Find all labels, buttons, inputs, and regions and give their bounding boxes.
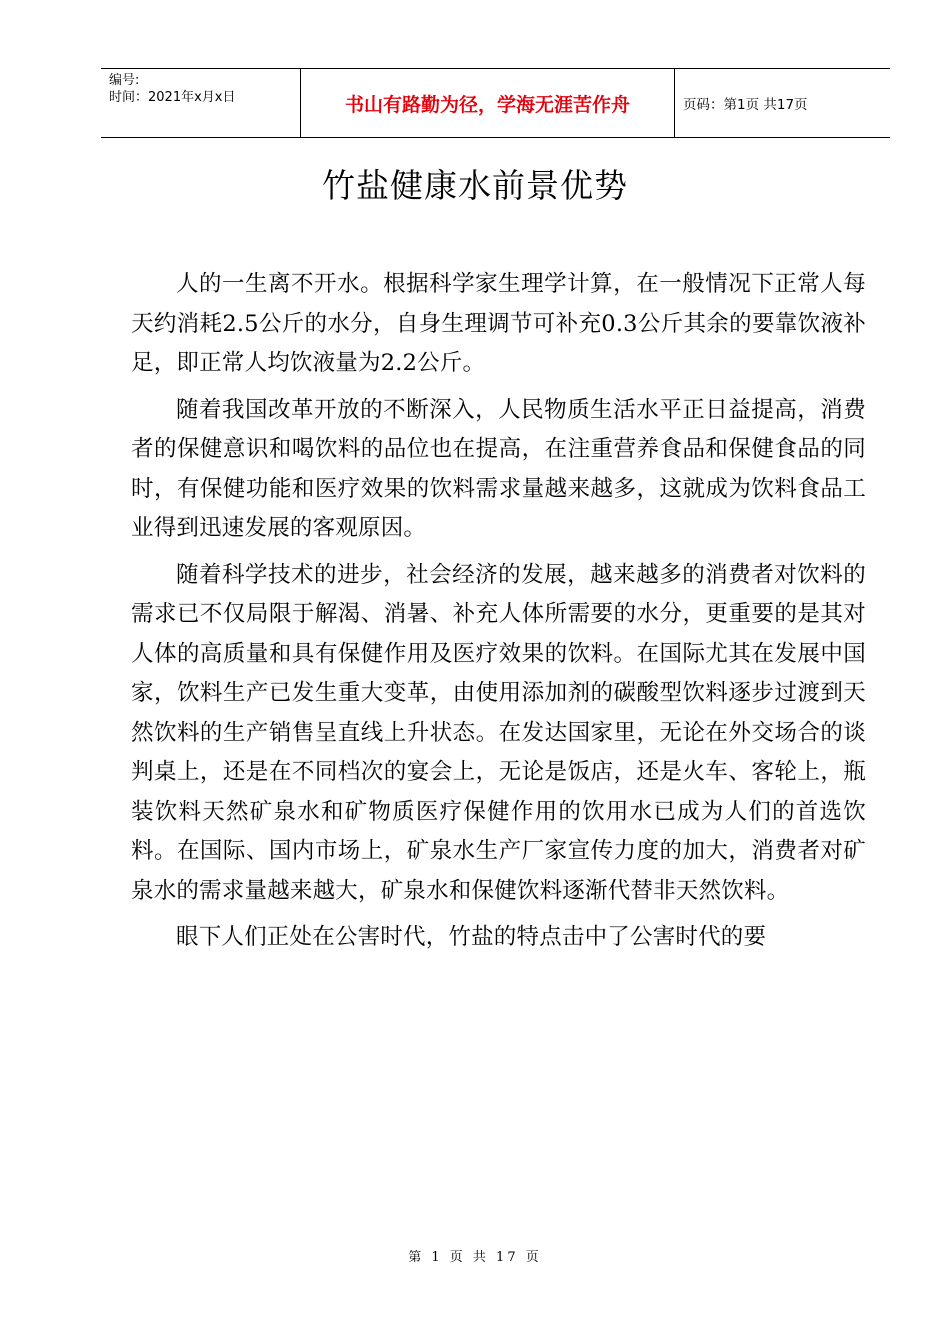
paragraph: 随着我国改革开放的不断深入，人民物质生活水平正日益提高，消费者的保健意识和喝饮料的品位也在提高，在注重营养食品和保健食品的同时，有保健功能和医疗效果的饮料需求量越来越多，这就成为饮料食品工业得到迅速发展的客观原因。 [131,396,866,541]
page-footer: 第 1 页 共 17 页 [408,1250,542,1265]
doc-time-label: 时间：2021年x月x日 [109,90,236,105]
doc-number-label: 编号: [109,73,140,88]
paragraph: 人的一生离不开水。根据科学家生理学计算，在一般情况下正常人每天约消耗2.5公斤的水分，自身生理调节可补充0.3公斤其余的要靠饮液补足，即正常人均饮液量为2.2公斤。 [131,271,866,376]
header-page-info: 页码：第1页 共17页 [683,97,808,113]
header-motto: 书山有路勤为径，学海无涯苦作舟 [301,69,675,137]
paragraph: 随着科学技术的进步，社会经济的发展，越来越多的消费者对饮料的需求已不仅局限于解渴、消暑、补充人体所需要的水分，更重要的是其对人体的高质量和具有保健作用及医疗效果的饮料。在国际尤其在发展中国家，饮料生产已发生重大变革，由使用添加剂的碳酸型饮料逐步过渡到天然饮料的生产销售呈直线上升状态。在发达国家里，无论在外交场合的谈判桌上，还是在不同档次的宴会上，无论是饭店，还是火车、客轮上，瓶装饮料天然矿泉水和矿物质医疗保健作用的饮用水已成为人们的首选饮料。在国际、国内市场上，矿泉水生产厂家宣传力度的加大，消费者对矿泉水的需求量越来越大，矿泉水和保健饮料逐渐代替非天然饮料。 [131,561,866,904]
document-title: 竹盐健康水前景优势 [322,166,628,205]
document-body [131,265,866,965]
paragraph: 眼下人们正处在公害时代，竹盐的特点击中了公害时代的要 [176,924,767,950]
page-header [101,68,890,138]
header-meta [101,69,301,137]
